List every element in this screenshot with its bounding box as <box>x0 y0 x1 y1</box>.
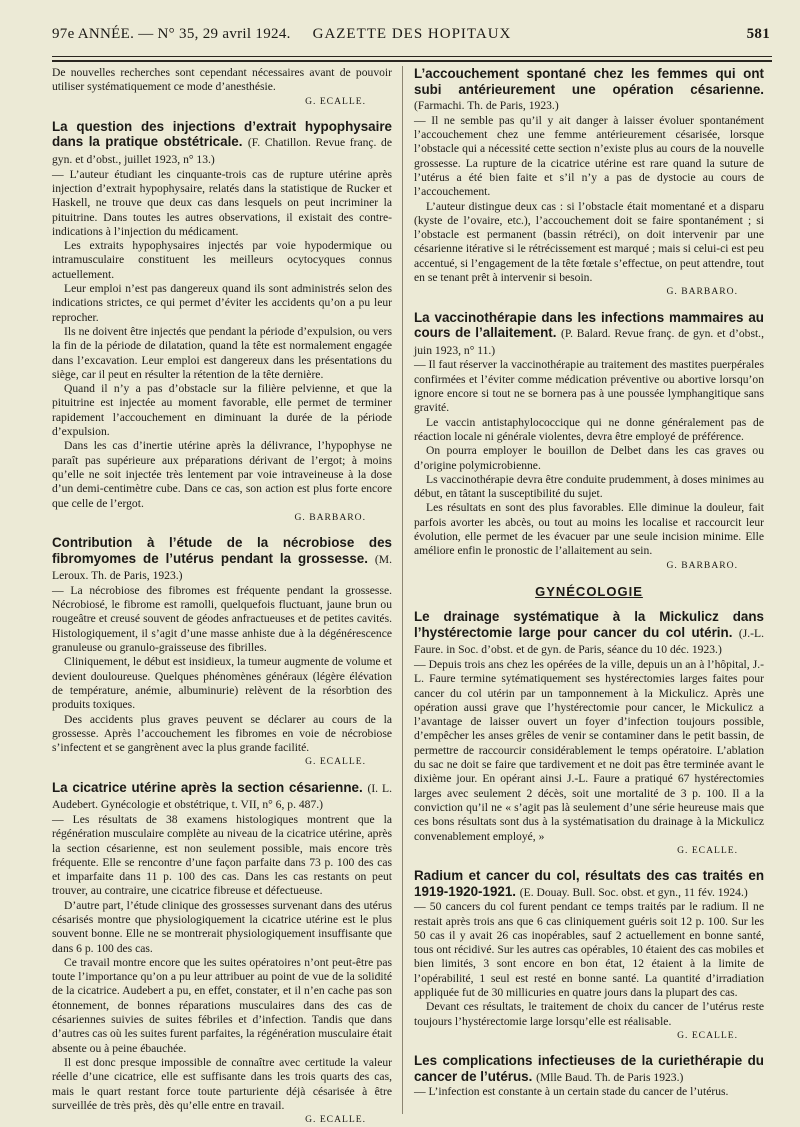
article-heading <box>414 868 764 900</box>
paragraph: — L’auteur étudiant les cinquante-trois cas de rupture utérine après injection d’extrait hypophysaire, relatés dans la statistique de Rucker et Haskell, ne trouve que deux cas dans lesquels on peut incriminer la pituitrine. Dans toutes les autres observations, il existait des contre-indications à l’injection du médicament. <box>52 167 392 238</box>
author-signature: G. BARBARO. <box>666 286 738 298</box>
article-heading <box>52 535 392 584</box>
article-reference: (F. Chatillon. Revue franç. de gyn. et d’obst., juillet 1923, n° 13.) <box>52 136 392 167</box>
paragraph: Ce travail montre encore que les suites opératoires n’ont peut-être pas toute l’importance qu’on a pu leur attribuer au point de vue de la solidité de la cicatrice. Audebert a pu, en effet, constater, et il n’en cache pas son étonnement, de bonnes réparations musculaires dans des cas de césariennes suivies de suites fébriles et d’infection. Tandis que dans d’autres cas où les suites furent parfaites, la régénération musculaire était absente ou à peine ébauchée. <box>52 955 392 1055</box>
article-reference: (I. L. Audebert. Gynécologie et obstétrique, t. VII, n° 6, p. 487.) <box>52 781 392 812</box>
header-rule <box>52 56 772 57</box>
issue-line: 97e ANNÉE. — N° 35, 29 avril 1924. <box>52 26 291 42</box>
article-heading <box>414 66 764 114</box>
paragraph: — 50 cancers du col furent pendant ce temps traités par le radium. Il ne restait après trois ans que 6 cas cliniquement guéris soit 12 p. 100. Sur les 50 cas il y avait 26 cas inopérables, sauf 2 actuellement en bonne santé, tous ont récidivé. Sur les autres cas opérables, 10 étaient des cas mobiles et bien limités, 3 sont encore en bon état, 12 étaient à la limite de l’opérabilité, 1 seul est resté en bonne santé. La quantité d’irradiation appliquée fut de 30 millicuries en quatre jours dans la plupart des cas. <box>414 900 764 1000</box>
author-signature: G. ECALLE. <box>677 844 738 856</box>
author-signature: G. ECALLE. <box>305 1114 366 1126</box>
paragraph: Quand il n’y a pas d’obstacle sur la filière pelvienne, et que la pituitrine est injectée au moment favorable, elle permet de terminer rapidement l’accouchement en diminuant la durée de la période d’expulsion. <box>52 382 392 439</box>
column-separator <box>402 66 403 1114</box>
paragraph: L’auteur distingue deux cas : si l’obstacle était momentané et a disparu (kyste de l’ovaire, etc.), l’accouchement doit se faire spontanément ; si l’obstacle est permanent (bassin rétréci), on doit intervenir par une césarienne itérative si le rétrécissement est marqué ; mais si celui-ci est peu accentué, si l’engagement de la tête fœtale s’effectue, on peut attendre, tout en se tenant prêt à intervenir si besoin. <box>414 199 764 285</box>
article-title: La vaccinothérapie dans les infections mammaires au cours de l’allaitement. <box>414 309 764 341</box>
paragraph: Cliniquement, le début est insidieux, la tumeur augmente de volume et devient douloureuse. Quelques phénomènes généraux (légère élévation de température, anémie, albuminurie) relèvent de la résorbtion des produits toxiques. <box>52 655 392 712</box>
article-title: Le drainage systématique à la Mickulicz dans l’hystérectomie large pour cancer du col utérin. <box>414 609 764 640</box>
article-heading <box>52 119 392 168</box>
article-reference: (E. Douay. Bull. Soc. obst. et gyn., 11 fév. 1924.) <box>519 885 748 899</box>
paragraph: Les extraits hypophysaires injectés par voie hypodermique ou intramusculaire constituent les meilleurs ocytocyques connus actuellement. <box>52 239 392 281</box>
article-reference: (Farmachi. Th. de Paris, 1923.) <box>414 99 559 113</box>
journal-title: GAZETTE DES HOPITAUX <box>312 26 512 42</box>
author-signature: G. BARBARO. <box>666 559 738 571</box>
paragraph: — Depuis trois ans chez les opérées de la ville, depuis un an à l’hôpital, J.-L. Faure termine sytématiquement ses hystérectomies larges faites pour cancer du col utérin par un tamponnement à la Mickulicz. Après une opération aussi grave que l’hystérectomie pour cancer, le Mickulicz a l’avantage de laisser ouvert un foyer d’infection toujours possible, d’empêcher les anses grêles de venir se contaminer dans le petit bassin, de permettre de raccourcir considérablement le temps opératoire. L’ablation du sac ne doit se faire que tardivement et ne doit pas être terminée avant le dixième jour. En opérant ainsi J.-L. Faure a pratiqué 67 hystérectomies larges avec seulement 2 décès, soit une mortalité de 3 p. 100. Il a la conviction qu’il ne « s’agit pas là seulement d’une série heureuse mais que ces bons résultats sont dus à la systématisation du drainage à la Mickulicz convenablement employé, » <box>414 657 764 843</box>
paragraph: Ls vaccinothérapie devra être conduite prudemment, à doses minimes au début, en tâtant la susceptibilité du sujet. <box>414 472 764 501</box>
article-title: Radium et cancer du col, résultats des cas traités en 1919-1920-1921. <box>414 868 764 899</box>
article-reference: (Mlle Baud. Th. de Paris 1923.) <box>536 1070 684 1084</box>
paragraph: Les résultats en sont des plus favorables. Elle diminue la douleur, fait parfois avorter les abcès, ou tout au moins les localise et raccourcit leur évolution, elle permet de les évacuer par une seule incision minime. Elle améliore enfin le pronostic de l’allaitement au sein. <box>414 501 764 558</box>
article-title: La cicatrice utérine après la section césarienne. <box>52 779 363 795</box>
paragraph: — Il ne semble pas qu’il y ait danger à laisser évoluer spontanément l’accouchement chez une femme antérieurement césarisée, lorsque l’obstacle qui a nécessité cette section n’existe plus au cours de la nouvelle grossesse. La rupture de la cicatrice utérine est rare quand la suture de l’utérus a été bien faite et s’il n’y a pas de dystocie au cours de l’accouchement. <box>414 113 764 199</box>
article-heading <box>52 780 392 813</box>
paragraph: Il est donc presque impossible de connaître avec certitude la valeur réelle d’une cicatrice, elle est suffisante dans les trois quarts des cas, mais le quart restant force toute parturiente déjà césarisée à être surveillée de très près, dès qu’elle entre en travail. <box>52 1055 392 1112</box>
article-heading <box>414 310 764 359</box>
paragraph: Le vaccin antistaphylococcique qui ne donne généralement pas de réaction locale ni générale violentes, devra être employé de préférence. <box>414 415 764 443</box>
paragraph: Ils ne doivent être injectés que pendant la période d’expulsion, ou vers la fin de la période de dilatation, quand la tête est normalement engagée dans l’excavation. Leur emploi est dangereux dans les présentations du siège, car il peut en résulter la rétention de la tête dernière. <box>52 324 392 381</box>
article-heading <box>414 1053 764 1085</box>
paragraph: Leur emploi n’est pas dangereux quand ils sont administrés selon des indications strictes, ce qui permet d’éviter les accidents qu’on a pu leur reprocher. <box>52 282 392 324</box>
paragraph: On pourra employer le bouillon de Delbet dans les cas graves ou d’origine polymicrobienne. <box>414 444 764 472</box>
page-number: 581 <box>746 26 770 42</box>
right-column <box>414 66 764 1116</box>
paragraph: D’autre part, l’étude clinique des grossesses survenant dans des utérus césarisés montre que physiologiquement la cicatrice utérine est le plus souvent bonne. Elle ne se montrerait physiologiquement insuffisante que dans 6 p. 100 des cas. <box>52 898 392 955</box>
paragraph: — Il faut réserver la vaccinothérapie au traitement des mastites puerpérales confirmées et l’éviter comme médication préventive ou abortive lorsqu’on ignore encore si tout ne se bornera pas à une poussée lymphangitique sans gravité. <box>414 358 764 415</box>
paragraph: — La nécrobiose des fibromes est fréquente pendant la grossesse. Nécrobiosé, le fibrome est ramolli, quelquefois fluctuant, jaune brun ou rougeâtre et creusé souvent de géodes anfractueuses et de petites cavités. Histologiquement, il s’agit d’une masse anhiste due à la dégénérescence granuleuse ou granulo-graisseuse des fibrilles. <box>52 583 392 655</box>
article-title: Les complications infectieuses de la curiethérapie du cancer de l’utérus. <box>414 1053 764 1084</box>
header-rule-thick <box>52 60 772 62</box>
left-column <box>52 66 392 1126</box>
article-title: La question des injections d’extrait hypophysaire dans la pratique obstétricale. <box>52 118 392 150</box>
page-header <box>52 26 772 48</box>
author-signature: G. ECALLE. <box>677 1029 738 1041</box>
section-title: GYNÉCOLOGIE <box>535 583 643 599</box>
article-reference: (P. Balard. Revue franç. de gyn. et d’obst., juin 1923, n° 11.) <box>414 327 764 357</box>
author-signature: G. BARBARO. <box>294 511 366 523</box>
author-signature: G. ECALLE. <box>305 95 366 107</box>
paragraph: Dans les cas d’inertie utérine après la délivrance, l’hypophyse ne paraît pas supérieure aux préparations dérivant de l’ergot; à moins qu’elle ne soit injectée très lentement par voie intraveineuse à la dose d’un demi-centimètre cube. Dans ce cas, son action est plus forte encore que celle de l’ergot. <box>52 439 392 510</box>
paragraph: De nouvelles recherches sont cependant nécessaires avant de pouvoir utiliser systématiquement ce mode d’anesthésie. <box>52 66 392 94</box>
paragraph: — Les résultats de 38 examens histologiques montrent que la régénération musculaire complète au niveau de la cicatrice utérine, après la section césarienne, est non seulement possible, mais encore très fréquente. Elle se rencontre d’une façon parfaite dans 73 p. 100 des cas et imparfaite dans 11 p. 100 des cas. Dans les cas restants on peut trouver, au contraire, une cicatrice fibreuse et défectueuse. <box>52 812 392 898</box>
paragraph: — L’infection est constante à un certain stade du cancer de l’utérus. <box>414 1085 729 1099</box>
paragraph: Devant ces résultats, le traitement de choix du cancer de l’utérus reste toujours l’hystérectomie large lorsqu’elle est réalisable. <box>414 1000 764 1028</box>
article-title: L’accouchement spontané chez les femmes qui ont subi antérieurement une opération césarienne. <box>414 66 764 97</box>
author-signature: G. ECALLE. <box>305 756 366 768</box>
article-reference: (J.-L. Faure. in Soc. d’obst. et de gyn. de Paris, séance du 10 déc. 1923.) <box>414 626 764 657</box>
paragraph: Des accidents plus graves peuvent se déclarer au cours de la grossesse. Après l’accouchement les fibromes en voie de nécrobiose s’infectent et se gangrènent avec la plus grande facilité. <box>52 712 392 755</box>
article-reference: (M. Leroux. Th. de Paris, 1923.) <box>52 552 392 583</box>
article-title: Contribution à l’étude de la nécrobiose des fibromyomes de l’utérus pendant la grossesse. <box>52 535 392 566</box>
article-heading <box>414 609 764 658</box>
